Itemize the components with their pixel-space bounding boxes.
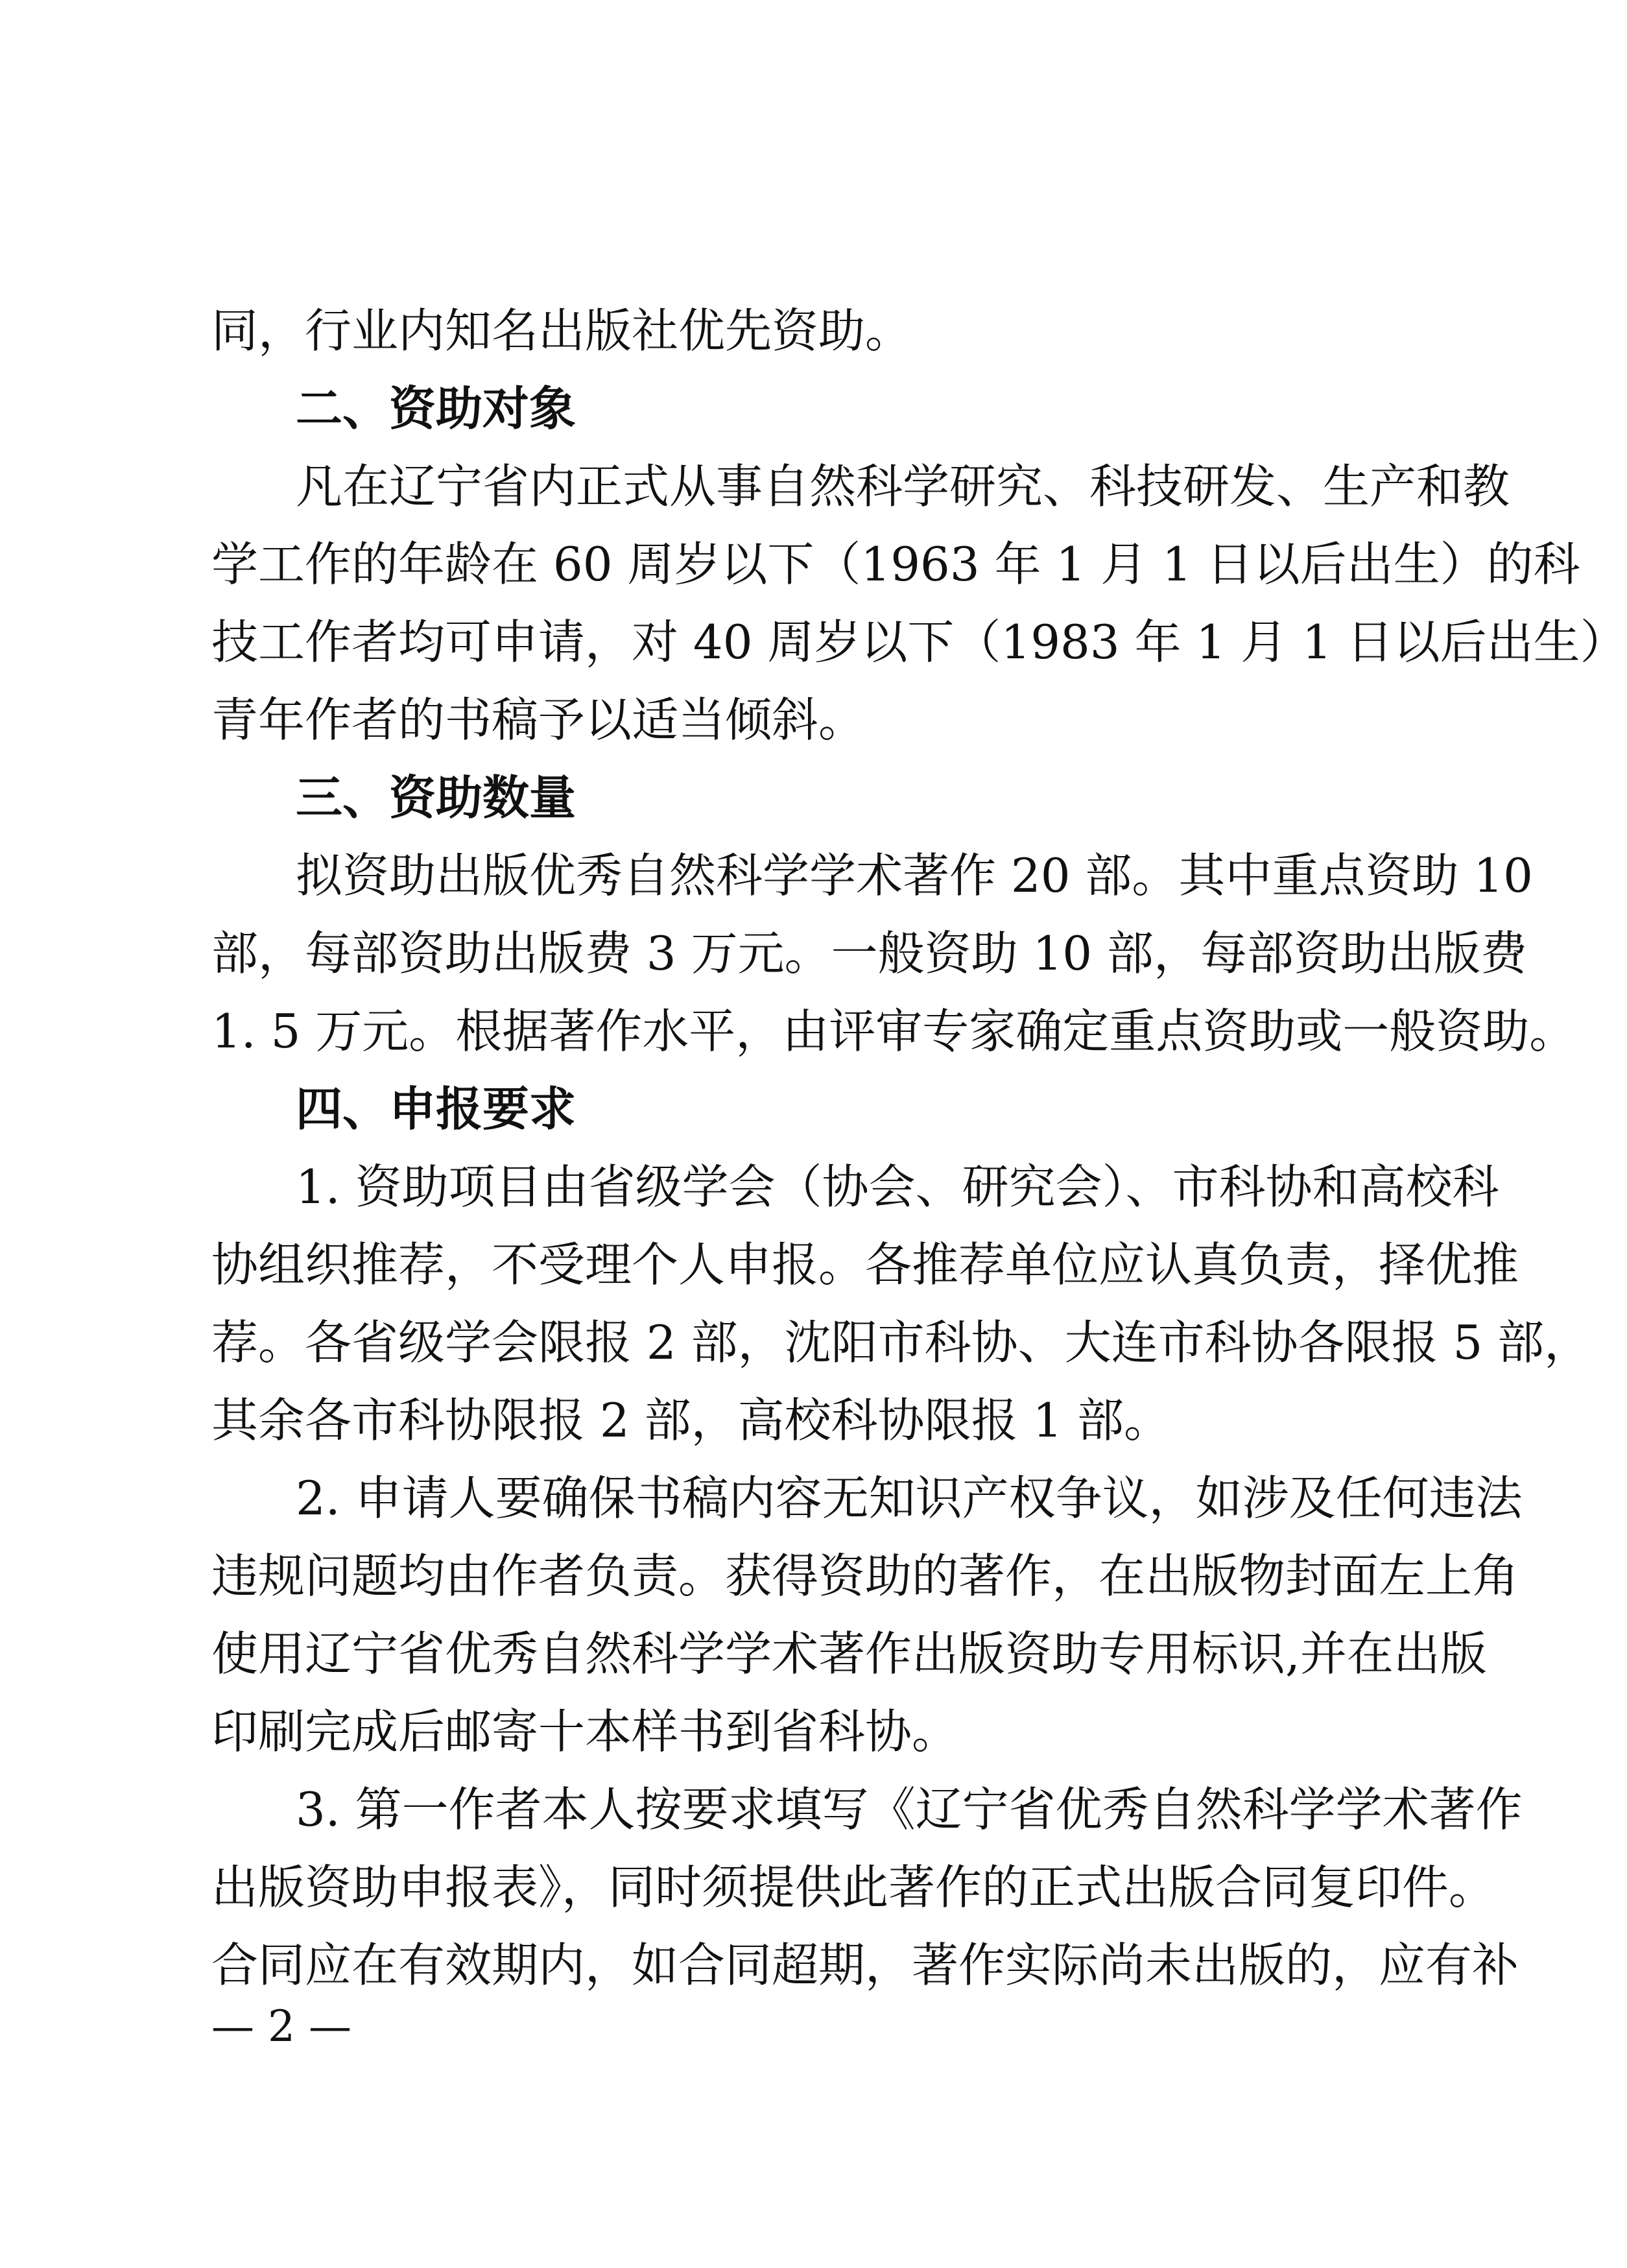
- text-line: 使用辽宁省优秀自然科学学术著作出版资助专用标识,并在出版: [211, 1627, 1487, 1681]
- text-line: 印刷完成后邮寄十本样书到省科协。: [211, 1704, 959, 1759]
- text-line: 3. 第一作者本人按要求填写《辽宁省优秀自然科学学术著作: [296, 1782, 1523, 1837]
- section-heading-funding-target: 二、资助对象: [296, 381, 576, 436]
- text-line: 荐。各省级学会限报 2 部，沈阳市科协、大连市科协各限报 5 部，: [211, 1315, 1591, 1370]
- page-number: — 2 —: [211, 2001, 351, 2051]
- text-line: 协组织推荐，不受理个人申报。各推荐单位应认真负责，择优推: [211, 1237, 1519, 1292]
- section-heading-funding-quantity: 三、资助数量: [296, 770, 576, 825]
- section-heading-application-requirements: 四、申报要求: [296, 1082, 576, 1136]
- text-line: 技工作者均可申请，对 40 周岁以下（1983 年 1 月 1 日以后出生）: [211, 615, 1627, 669]
- text-line: 1. 资助项目由省级学会（协会、研究会）、市科协和高校科: [296, 1160, 1499, 1214]
- text-line: 青年作者的书稿予以适当倾斜。: [211, 693, 866, 747]
- text-line: 学工作的年龄在 60 周岁以下（1963 年 1 月 1 日以后出生）的科: [211, 537, 1580, 591]
- text-line: 凡在辽宁省内正式从事自然科学研究、科技研发、生产和教: [296, 459, 1510, 514]
- text-line: 合同应在有效期内，如合同超期，著作实际尚未出版的，应有补: [211, 1938, 1519, 1992]
- text-line: 2. 申请人要确保书稿内容无知识产权争议，如涉及任何违法: [296, 1471, 1523, 1525]
- text-line: 同，行业内知名出版社优先资助。: [211, 304, 912, 358]
- text-line: 其余各市科协限报 2 部，高校科协限报 1 部。: [211, 1393, 1171, 1448]
- text-line: 出版资助申报表》，同时须提供此著作的正式出版合同复印件。: [211, 1860, 1496, 1915]
- text-line: 部，每部资助出版费 3 万元。一般资助 10 部，每部资助出版费: [211, 926, 1527, 981]
- text-line: 1. 5 万元。根据著作水平，由评审专家确定重点资助或一般资助。: [211, 1004, 1576, 1058]
- text-line: 违规问题均由作者负责。获得资助的著作，在出版物封面左上角: [211, 1549, 1519, 1603]
- text-line: 拟资助出版优秀自然科学学术著作 20 部。其中重点资助 10: [296, 848, 1533, 903]
